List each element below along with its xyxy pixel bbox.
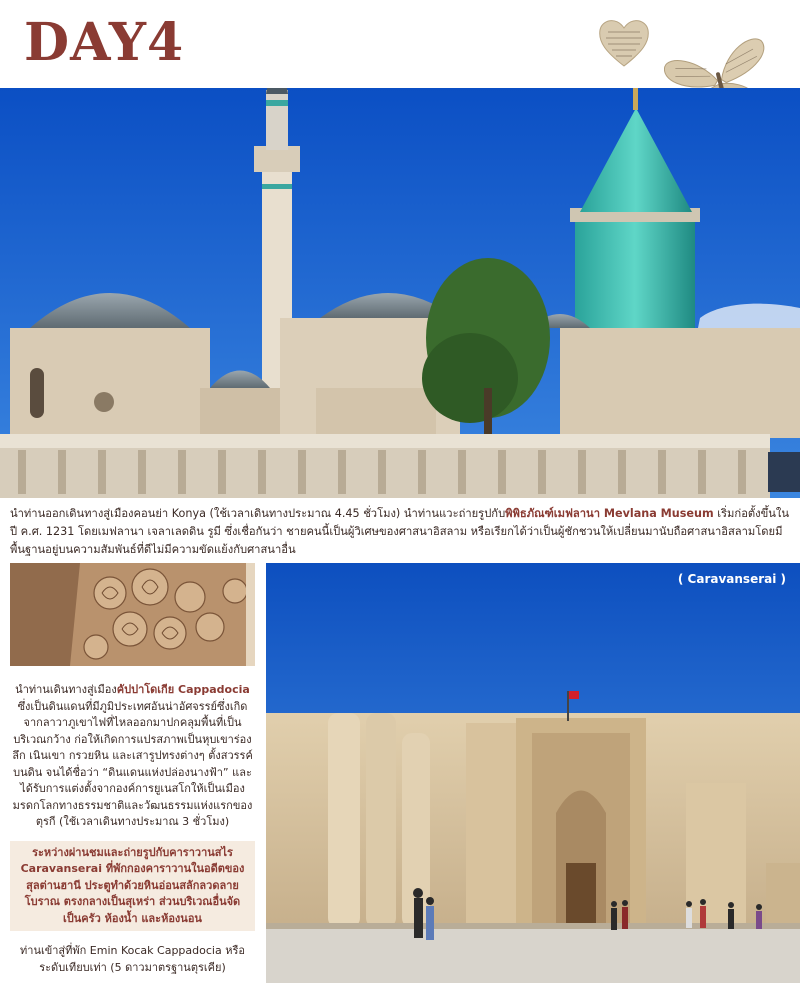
cappadocia-text-part1: นำท่านเดินทางสู่เมือง xyxy=(15,683,117,696)
caravanserai-description: ระหว่างผ่านชมและถ่ายรูปกับคาราวานสไร Caravanserai ที่พักกองคาราวานในอดีตของสุลต่านฮานี ประตูทำด้วยหินอ่อนสลักลวดลายโบราณ ตรงกลางเป็นสุเหร่า ส่วนบริเวณอื่นจัดเป็นครัว ห้องน้ำ และห้องนอน xyxy=(10,841,255,932)
cappadocia-paragraph xyxy=(10,682,255,831)
cappadocia-link[interactable]: คัปปาโดเกีย Cappadocia xyxy=(116,683,250,696)
day-title: DAY4 xyxy=(24,12,185,73)
mevlana-museum-link[interactable]: พิพิธภัณฑ์เมฟลานา Mevlana Museum xyxy=(505,507,714,520)
mevlana-intro-paragraph xyxy=(10,505,792,559)
mevlana-museum-photo xyxy=(0,88,800,498)
paper-heart-icon xyxy=(596,16,652,68)
carved-stone-photo xyxy=(10,563,255,666)
caravanserai-photo xyxy=(266,563,800,983)
intro-text-part1: นำท่านออกเดินทางสู่เมืองคอนย่า Konya (ใช้เวลาเดินทางประมาณ 4.45 ชั่วโมง) นำท่านแวะถ่ายรูปกับ xyxy=(10,507,506,520)
intro-text-part2: เริ่มก่อตั้งขึ้นในปี ค.ศ. 1231 โดยเมฟลานา เจลาเลดดิน รูมี ซึ่งเชื่อกันว่า ชายคนนี้เป็นผู้วิเศษของศาสนาอิสลาม หรือเรียกได้ว่าเป็นผู้ชักชวนให้เปลี่ยนมานับถือศาสนาอิสลามโดยมีพื้นฐานอยู่บนความสัมพันธ์ที่ดีไม่มีความขัดแย้งกับศาสนาอื่น xyxy=(10,507,790,556)
caravanserai-badge: ( Caravanserai ) xyxy=(677,572,786,586)
cappadocia-text-part2: ซึ่งเป็นดินแดนที่มีภูมิประเทศอันน่าอัศจรรย์ซึ่งเกิดจากลาวาภูเขาไฟที่ไหลออกมาปกคลุมพื้นที่เป็นบริเวณกว้าง ก่อให้เกิดการแปรสภาพเป็นหุบเขาร่องลึก เนินเขา กรวยหิน และเสารูปทรงต่างๆ ตั้งสวรรค์บนดิน จนได้ชื่อว่า “ดินแดนแห่งปล่องนางฟ้า” และได้รับการแต่งตั้งจากองค์การยูเนสโกให้เป็นเมืองมรดกโลกทางธรรมชาติและวัฒนธรรมแห่งแรกของตุรกี (ใช้เวลาเดินทางประมาณ 3 ชั่วโมง) xyxy=(12,699,253,828)
hotel-paragraph: ท่านเข้าสู่ที่พัก Emin Kocak Cappadocia หรือระดับเทียบเท่า (5 ดาวมาตรฐานตุรเคีย) xyxy=(20,944,245,974)
left-text-column xyxy=(10,682,255,976)
